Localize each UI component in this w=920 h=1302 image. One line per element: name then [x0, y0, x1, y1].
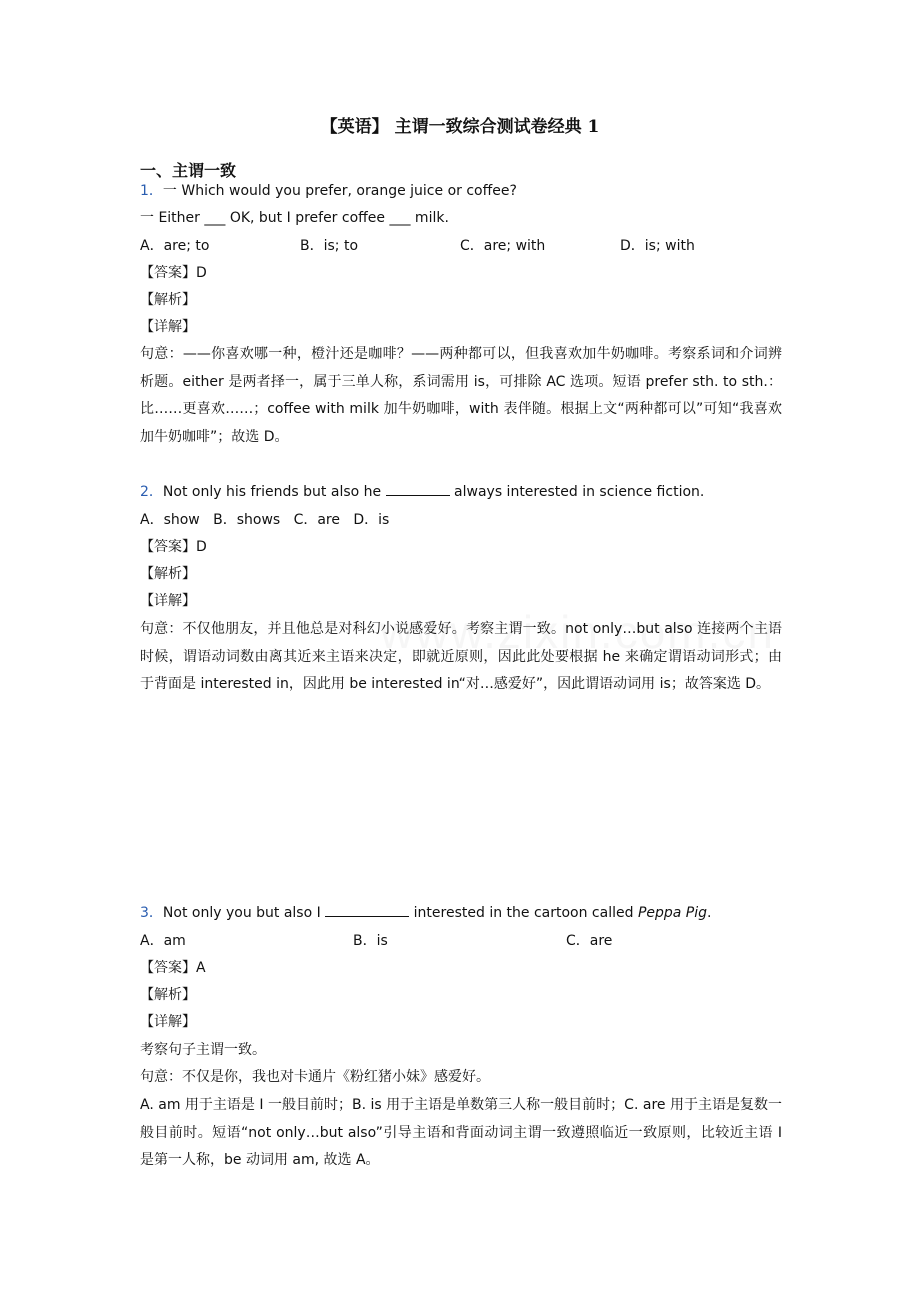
q3-detail-label: 【详解】 — [140, 1014, 196, 1030]
q2-option-c: C．are — [293, 512, 340, 528]
q3-answer: 【答案】A — [140, 960, 206, 976]
q1-stem-line2: 一 Either ___ OK, but I prefer coffee ___ milk. — [140, 210, 449, 226]
q2-number: 2． — [140, 484, 163, 500]
q3-stem-italic: Peppa Pig — [637, 905, 708, 921]
q1-stem-line1 — [140, 178, 782, 205]
q2-options — [140, 507, 782, 534]
q2-answer: 【答案】D — [140, 539, 207, 555]
q2-option-d: D．is — [353, 512, 390, 528]
q2-blank — [386, 482, 450, 496]
q3-line1: 考察句子主谓一致。 — [140, 1042, 266, 1058]
q3-option-b: B．is — [353, 933, 388, 949]
q2-detail-label: 【详解】 — [140, 593, 196, 609]
q2-analysis-label: 【解析】 — [140, 566, 196, 582]
q1-option-d: D．is; with — [620, 238, 695, 254]
q3-stem-end: . — [707, 905, 712, 921]
q1-stem-text1: 一 Which would you prefer, orange juice or coffee? — [162, 183, 517, 199]
q3-analysis-label: 【解析】 — [140, 987, 196, 1003]
q3-explanation: A. am 用于主语是 I 一般目前时；B. is 用于主语是单数第三人称一般目前时；C. are 用于主语是复数一般目前时。短语“not only…but also”引导主语和背面动词主谓一致遵照临近一致原则，比较近主语 I 是第一人称，be 动词用 am, 故选 A。 — [140, 1097, 782, 1168]
q2-option-a: A．show — [140, 512, 200, 528]
q1-option-b: B．is; to — [300, 238, 359, 254]
q1-option-c: C．are; with — [460, 238, 546, 254]
q3-stem — [140, 900, 782, 927]
q1-analysis-label: 【解析】 — [140, 292, 196, 308]
q2-stem-after: always interested in science fiction. — [454, 484, 705, 500]
q1-detail-label: 【详解】 — [140, 319, 196, 335]
page-title: 【英语】 主谓一致综合测试卷经典 1 — [320, 117, 600, 137]
q2-stem — [140, 479, 782, 506]
q2-stem-before: Not only his friends but also he — [162, 484, 382, 500]
q3-line2: 句意：不仅是你，我也对卡通片《粉红猪小妹》感爱好。 — [140, 1069, 490, 1085]
q1-number: 1． — [140, 183, 163, 199]
q3-option-a: A．am — [140, 933, 186, 949]
q3-stem-middle: interested in the cartoon called — [413, 905, 634, 921]
q1-explanation: 句意：——你喜欢哪一种，橙汁还是咖啡？——两种都可以，但我喜欢加牛奶咖啡。考察系词和介词辨析题。either 是两者择一，属于三单人称，系词需用 is，可排除 AC 选项。短语 prefer sth. to sth.：比……更喜欢……；coffee with milk 加牛奶咖啡，with 表伴随。根据上文“两种都可以”可知“我喜欢加牛奶咖啡”；故选 D。 — [140, 346, 782, 445]
q3-stem-before: Not only you but also I — [162, 905, 321, 921]
q2-explanation: 句意：不仅他朋友，并且他总是对科幻小说感爱好。考察主谓一致。not only…but also 连接两个主语时候，谓语动词数由离其近来主语来决定，即就近原则，因此此处要根据 he 来确定谓语动词形式；由于背面是 interested in，因此用 be interested in“对…感爱好”，因此谓语动词用 is；故答案选 D。 — [140, 621, 782, 692]
q2-option-b: B．shows — [213, 512, 281, 528]
q1-option-a: A．are; to — [140, 238, 210, 254]
q3-number: 3． — [140, 905, 163, 921]
q3-option-c: C．are — [566, 933, 613, 949]
q1-answer: 【答案】D — [140, 265, 207, 281]
section-heading: 一、主谓一致 — [140, 161, 237, 180]
q3-blank — [325, 903, 409, 917]
